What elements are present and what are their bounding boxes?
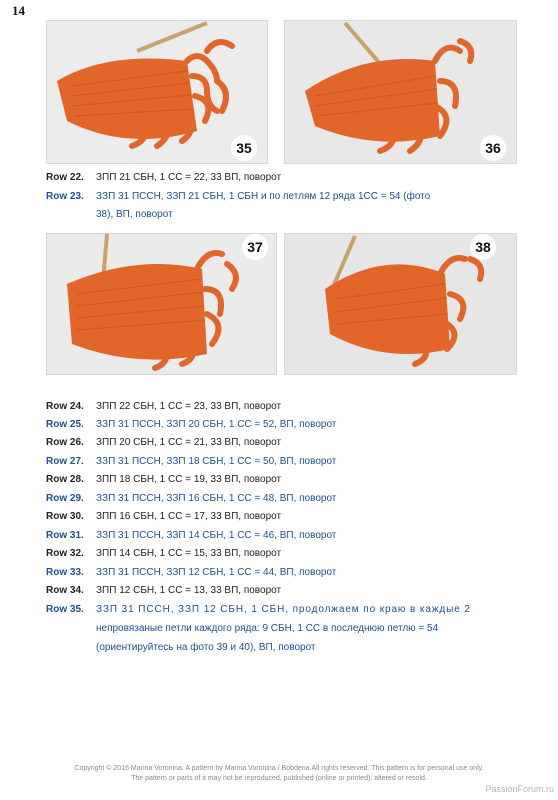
row-26 <box>46 435 281 450</box>
row-27-text: ЗЗП 31 ПССН, ЗЗП 18 СБН, 1 СС = 50, ВП, поворот <box>96 456 337 467</box>
row-35-line3-wrap <box>96 640 316 655</box>
photo-number-35: 35 <box>231 135 257 161</box>
photo-number-38: 38 <box>470 234 496 260</box>
row-32 <box>46 546 281 561</box>
row-22-text: ЗПП 21 СБН, 1 СС = 22, 33 ВП, поворот <box>96 172 282 183</box>
row-35-line3: (ориентируйтесь на фото 39 и 40), ВП, поворот <box>96 642 316 653</box>
page-number: 14 <box>12 3 25 18</box>
row-25-label: Row 25. <box>46 419 84 430</box>
row-23-continuation <box>96 207 173 222</box>
photo-36 <box>284 20 517 164</box>
row-25-text: ЗЗП 31 ПССН, ЗЗП 20 СБН, 1 СС = 52, ВП, поворот <box>96 419 337 430</box>
copyright-line-1: Copyright © 2016 Marina Voronina. A pattern by Marina Voronina / Bobdena.All rights reserved. This pattern is for personal use only. <box>74 765 484 772</box>
row-22 <box>46 170 281 185</box>
row-31-label: Row 31. <box>46 530 84 541</box>
row-33-label: Row 33. <box>46 567 84 578</box>
row-34-text: ЗПП 12 СБН, 1 СС = 13, 33 ВП, поворот <box>96 585 282 596</box>
row-31 <box>46 528 336 543</box>
row-34 <box>46 583 281 598</box>
row-30 <box>46 509 281 524</box>
row-23-text-cont: 38), ВП, поворот <box>96 209 173 220</box>
row-29-text: ЗЗП 31 ПССН, ЗЗП 16 СБН, 1 СС = 48, ВП, поворот <box>96 493 337 504</box>
row-32-text: ЗПП 14 СБН, 1 СС = 15, 33 ВП, поворот <box>96 548 282 559</box>
row-24 <box>46 399 281 414</box>
row-28-label: Row 28. <box>46 474 84 485</box>
row-35-label: Row 35. <box>46 604 84 615</box>
row-24-label: Row 24. <box>46 401 84 412</box>
photo-number-37: 37 <box>242 234 268 260</box>
photo-38 <box>284 233 517 375</box>
row-25 <box>46 417 336 432</box>
photo-37 <box>46 233 277 375</box>
photo-35 <box>46 20 268 164</box>
row-23-text: ЗЗП 31 ПССН, ЗЗП 21 СБН, 1 СБН и по петлям 12 ряда 1СС = 54 (фото <box>96 191 431 202</box>
watermark: PassionForum.ru <box>485 784 554 794</box>
row-27-label: Row 27. <box>46 456 84 467</box>
row-23-label: Row 23. <box>46 191 84 202</box>
row-34-label: Row 34. <box>46 585 84 596</box>
row-29-label: Row 29. <box>46 493 84 504</box>
row-31-text: ЗЗП 31 ПССН, ЗЗП 14 СБН, 1 СС = 46, ВП, поворот <box>96 530 337 541</box>
row-27 <box>46 454 336 469</box>
row-29 <box>46 491 336 506</box>
row-26-label: Row 26. <box>46 437 84 448</box>
row-33 <box>46 565 336 580</box>
row-35-line1: ЗЗП 31 ПССН, ЗЗП 12 СБН, 1 СБН, продолжаем по краю в каждые 2 <box>96 604 471 615</box>
row-26-text: ЗПП 20 СБН, 1 СС = 21, 33 ВП, поворот <box>96 437 282 448</box>
crochet-photo-37-illustration <box>47 234 276 374</box>
photo-number-36: 36 <box>480 135 506 161</box>
row-23 <box>46 189 430 204</box>
row-32-label: Row 32. <box>46 548 84 559</box>
row-30-text: ЗПП 16 СБН, 1 СС = 17, 33 ВП, поворот <box>96 511 282 522</box>
row-24-text: ЗПП 22 СБН, 1 СС = 23, 33 ВП, поворот <box>96 401 282 412</box>
copyright-line-2: The pattern or parts of it may not be reproduced, published (online or printed), altered or resold. <box>131 775 427 782</box>
row-28 <box>46 472 281 487</box>
row-28-text: ЗПП 18 СБН, 1 СС = 19, 33 ВП, поворот <box>96 474 282 485</box>
row-33-text: ЗЗП 31 ПССН, ЗЗП 12 СБН, 1 СС = 44, ВП, поворот <box>96 567 337 578</box>
row-35-line2: непровязаные петли каждого ряда: 9 СБН, 1 СС в последнюю петлю = 54 <box>96 623 439 634</box>
row-35-line2-wrap <box>96 621 438 636</box>
row-35 <box>46 602 471 617</box>
row-22-label: Row 22. <box>46 172 84 183</box>
row-30-label: Row 30. <box>46 511 84 522</box>
